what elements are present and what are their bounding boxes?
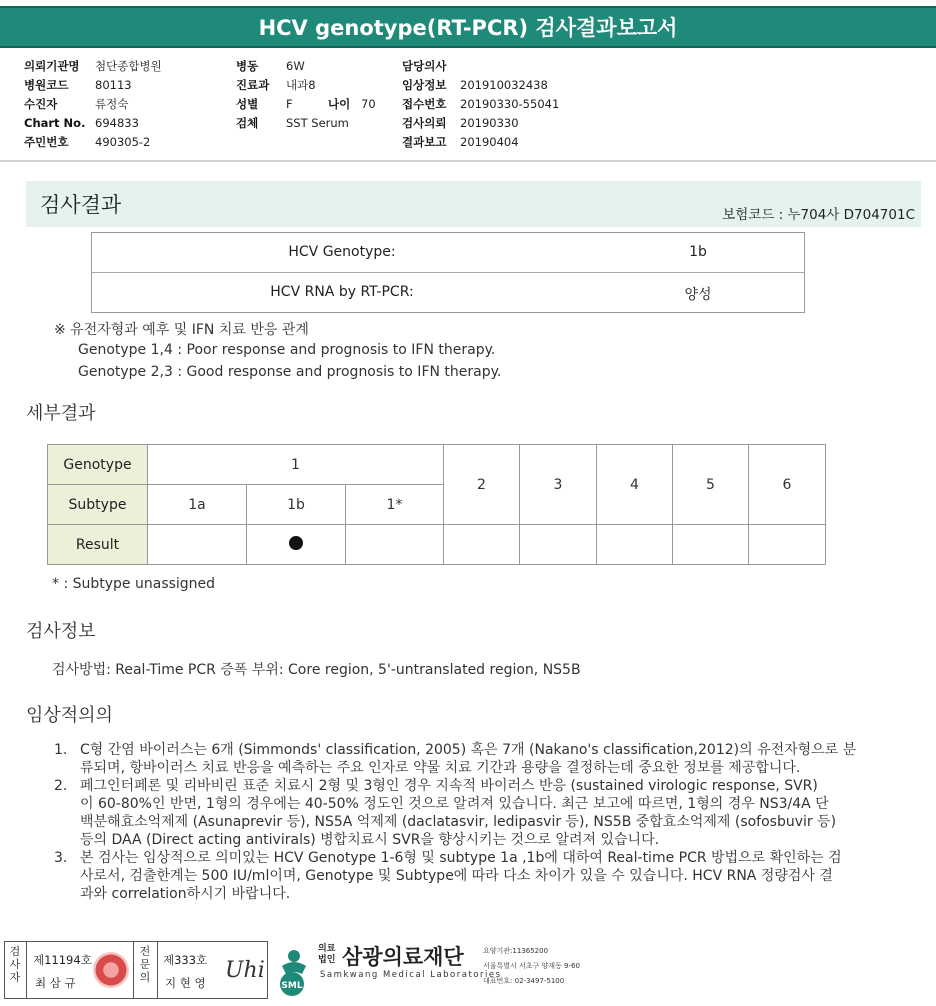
- genotype-cell: 5: [673, 445, 749, 525]
- info-label: 검사의뢰: [402, 116, 447, 130]
- info-label: 나이: [328, 97, 351, 111]
- info-label: 검체: [236, 116, 259, 130]
- patient-name: 류정숙: [95, 97, 129, 111]
- clinical-item: 2. 페그인터페론 및 리바비린 표준 치료시 2형 및 3형인 경우 지속적 바이러스 반응 (sustained virologic response, SVR) 이 60-80%인 반면, 1형의 경우에는 40-50% 정도인 것으로 알려져 있습니다. 최근 보고에 따르면, 1형의 경우 NS3/4A 단 백분해효소억제제 (Asunaprevir 등), NS5A 억제제 (daclatasvir, ledipasvir 등), NS5B 중합효소억제제 (sofosbuvir 등) 등의 DAA (Direct acting antivirals) 병합치료시 SVR을 향상시키는 것으로 알려져 있습니다.: [54, 778, 837, 848]
- results-heading: 검사결과: [40, 193, 122, 217]
- info-row: 의뢰기관명: [24, 59, 80, 73]
- org-type: 의료 법인: [318, 944, 336, 965]
- org-phone: 대표번호: 02-3497-5100: [483, 977, 565, 985]
- positive-marker-icon: [289, 536, 303, 550]
- result-value: 1b: [689, 244, 707, 260]
- seal-stamp-icon: [93, 952, 129, 988]
- result-cell: [597, 525, 673, 565]
- clinical-item: 3. 본 검사는 임상적으로 의미있는 HCV Genotype 1-6형 및 subtype 1a ,1b에 대하여 Real-time PCR 방법으로 확인하는 검 사로서, 검출한계는 500 IU/ml이며, Genotype 및 Subtype에 따라 다소 차이가 있을 수 있습니다. HCV RNA 정량검사 결 과와 correlation하시기 바랍니다.: [54, 850, 842, 902]
- accession-number: 20190330-55041: [460, 97, 560, 111]
- info-label: 병동: [236, 59, 259, 73]
- examiner-license: 제11194호: [33, 953, 92, 967]
- info-label: 성별: [236, 97, 259, 111]
- reviewer-license: 제333호: [163, 953, 208, 967]
- subtype-cell: 1b: [247, 485, 346, 525]
- result-value: 양성: [684, 287, 712, 303]
- genotype-1-cell: 1: [148, 445, 444, 485]
- title-banner: [0, 6, 936, 48]
- request-date: 20190330: [460, 116, 519, 130]
- note-title: ※ 유전자형과 예후 및 IFN 치료 반응 관계: [54, 322, 309, 338]
- reviewer-label: 전문의: [139, 945, 151, 984]
- info-label: 주민번호: [24, 135, 69, 149]
- genotype-table: [47, 444, 826, 565]
- org-code: 요양기관:11365200: [483, 947, 549, 955]
- genotype-cell: 3: [520, 445, 597, 525]
- report-date: 20190404: [460, 135, 519, 149]
- method-heading: 검사정보: [26, 621, 96, 642]
- hospital-name: 첨단종합병원: [95, 59, 162, 73]
- sex: F: [286, 97, 293, 111]
- info-label: 진료과: [236, 78, 270, 92]
- examiner-name: 최 삼 규: [35, 976, 76, 990]
- result-cell: [148, 525, 247, 565]
- svg-text:SML: SML: [281, 981, 303, 991]
- chart-number: 694833: [95, 116, 139, 130]
- result-row: [92, 233, 804, 273]
- result-key: HCV Genotype:: [288, 244, 396, 260]
- info-label: 수진자: [24, 97, 58, 111]
- signature: Uhi: [225, 958, 265, 983]
- info-label: 임상정보: [402, 78, 447, 92]
- genotype-cell: 6: [749, 445, 826, 525]
- result-cell: [749, 525, 826, 565]
- genotype-cell: 2: [444, 445, 520, 525]
- result-cell: [247, 525, 346, 565]
- result-row: [92, 273, 804, 313]
- department: 내과8: [286, 78, 316, 92]
- clinical-info: 201910032438: [460, 78, 548, 92]
- row-label-result: Result: [48, 525, 148, 565]
- results-banner: [26, 181, 921, 227]
- insurance-code: 보험코드 : 누704사 D704701C: [722, 207, 915, 223]
- signature-box: [4, 941, 268, 999]
- subtype-footnote: * : Subtype unassigned: [52, 576, 216, 592]
- info-label: 접수번호: [402, 97, 447, 111]
- clinical-heading: 임상적의의: [26, 705, 113, 726]
- org-name: 삼광의료재단: [342, 945, 464, 969]
- result-key: HCV RNA by RT-PCR:: [270, 284, 414, 300]
- org-english-name: Samkwang Medical Laboratories: [320, 970, 502, 980]
- result-cell: [520, 525, 597, 565]
- hospital-code: 80113: [95, 78, 132, 92]
- divider: [0, 160, 936, 162]
- ward: 6W: [286, 59, 305, 73]
- sml-logo-icon: [272, 940, 312, 998]
- detail-heading: 세부결과: [26, 403, 96, 424]
- subtype-cell: 1a: [148, 485, 247, 525]
- note-line: Genotype 2,3 : Good response and prognosis to IFN therapy.: [78, 364, 502, 380]
- info-label: 담당의사: [402, 59, 447, 73]
- org-address: 서울특별시 서초구 양재동 9-60: [483, 962, 580, 970]
- method-text: 검사방법: Real-Time PCR 증폭 부위: Core region, 5'-untranslated region, NS5B: [52, 662, 581, 678]
- result-summary-table: [91, 232, 805, 313]
- row-label-genotype: Genotype: [48, 445, 148, 485]
- note-line: Genotype 1,4 : Poor response and prognosis to IFN therapy.: [78, 342, 496, 358]
- subtype-cell: 1*: [346, 485, 444, 525]
- footer: [0, 934, 936, 1006]
- report-header: [0, 0, 936, 54]
- clinical-item: 1. C형 간염 바이러스는 6개 (Simmonds' classification, 2005) 혹은 7개 (Nakano's classification,2012)의 유전자형으로 분 류되며, 항바이러스 치료 반응을 예측하는 주요 인자로 약물 치료 기간과 용량을 결정하는데 중요한 정보를 제공합니다.: [54, 742, 857, 776]
- info-label: 병원코드: [24, 78, 69, 92]
- specimen: SST Serum: [286, 116, 349, 130]
- result-cell: [673, 525, 749, 565]
- result-cell: [346, 525, 444, 565]
- examiner-label: 검사자: [9, 945, 21, 984]
- age: 70: [361, 97, 376, 111]
- patient-info: [0, 54, 936, 158]
- report-title: HCV genotype(RT-PCR) 검사결과보고서: [258, 16, 678, 40]
- info-label: Chart No.: [24, 116, 86, 130]
- reviewer-name: 지 현 영: [165, 976, 206, 990]
- resident-number: 490305-2: [95, 135, 151, 149]
- genotype-cell: 4: [597, 445, 673, 525]
- row-label-subtype: Subtype: [48, 485, 148, 525]
- info-label: 결과보고: [402, 135, 447, 149]
- result-cell: [444, 525, 520, 565]
- clinical-list: [54, 741, 924, 903]
